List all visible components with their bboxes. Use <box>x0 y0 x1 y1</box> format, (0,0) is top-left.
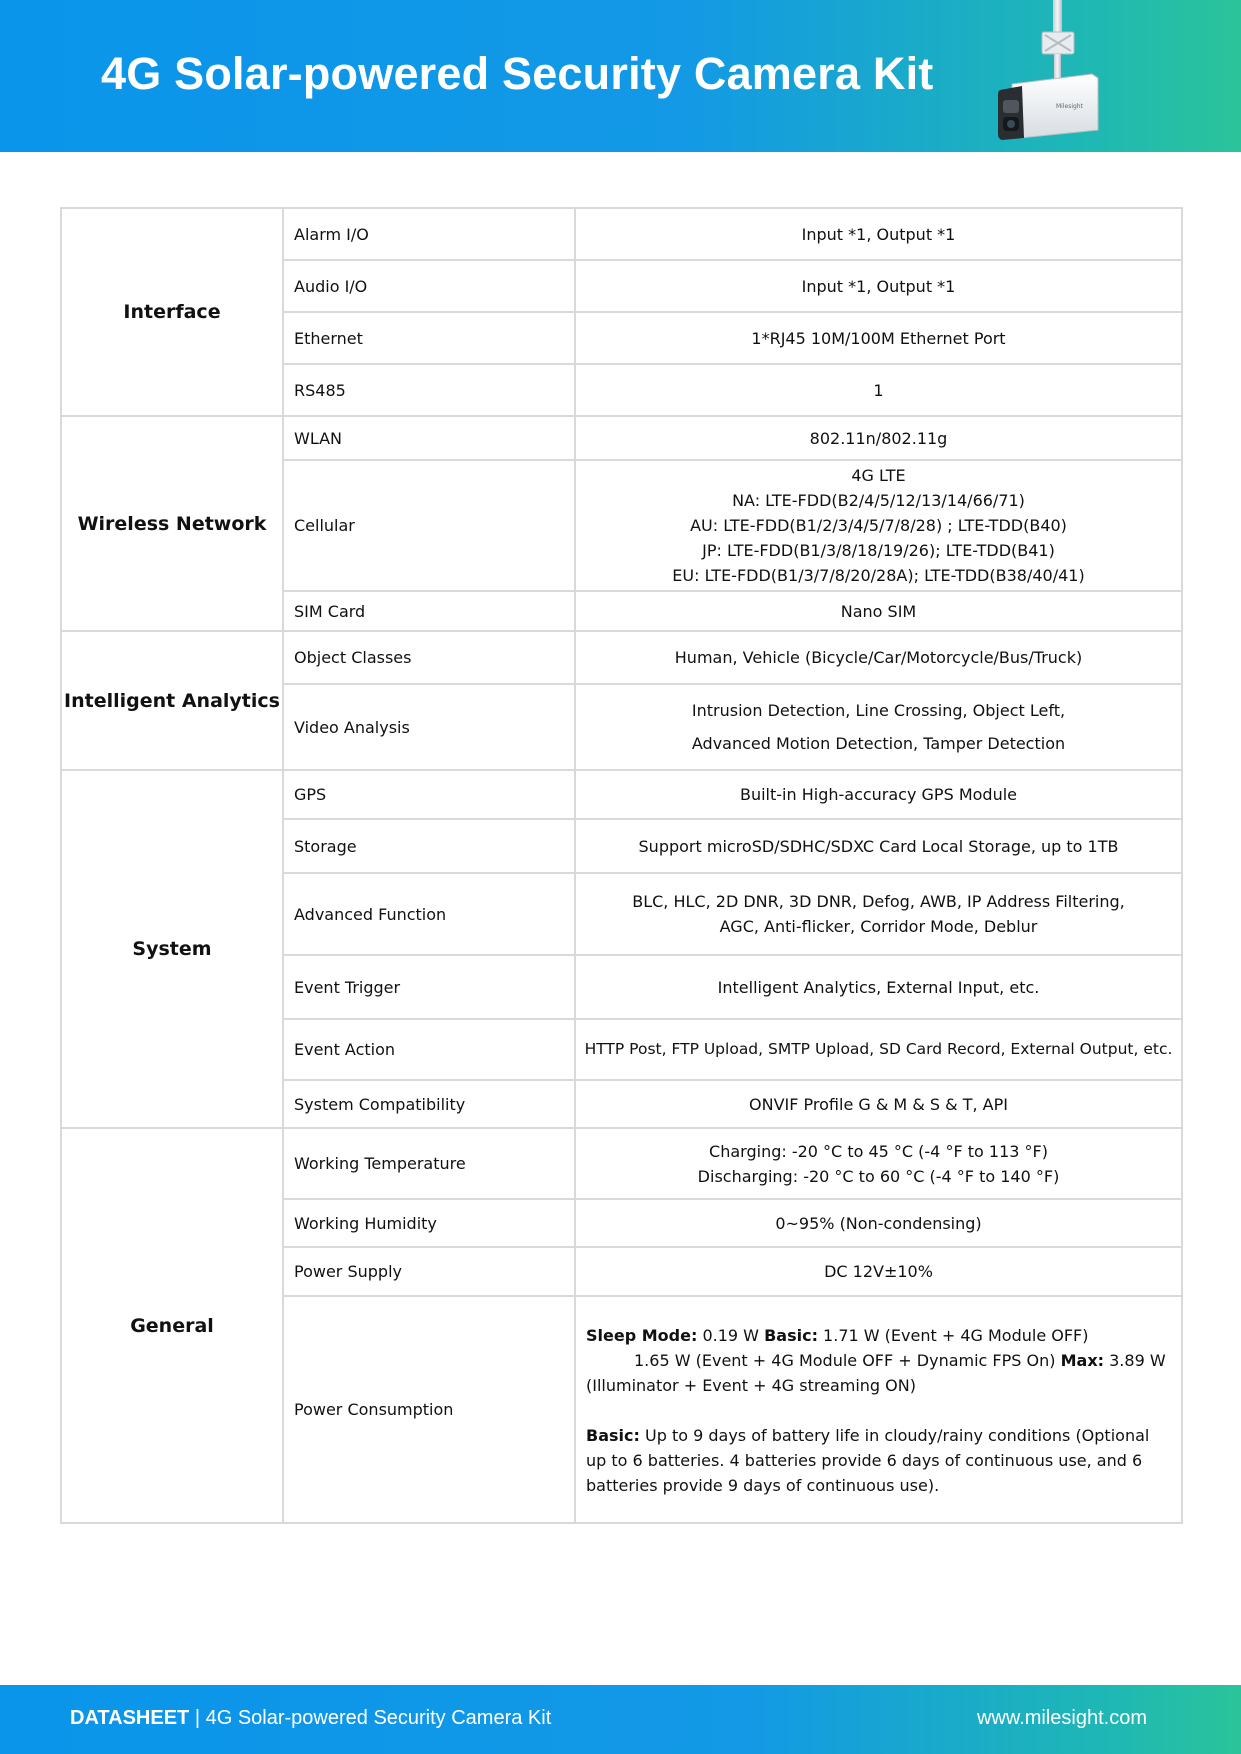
param-label: Ethernet <box>283 312 575 364</box>
video-analysis-value <box>575 684 1182 770</box>
power-consumption-value <box>575 1296 1182 1523</box>
basic-value: 1.71 W (Event + 4G Module OFF) <box>817 1326 1089 1345</box>
param-value: Input *1, Output *1 <box>575 208 1182 260</box>
value-line: Intrusion Detection, Line Crossing, Object Left, <box>691 701 1066 720</box>
category-wireless-network: Wireless Network <box>61 416 283 631</box>
param-label: Audio I/O <box>283 260 575 312</box>
param-label: WLAN <box>283 416 575 460</box>
param-value: Nano SIM <box>575 591 1182 631</box>
param-label: Working Temperature <box>283 1128 575 1199</box>
param-label: Storage <box>283 819 575 873</box>
param-label: Video Analysis <box>283 684 575 770</box>
param-label: Alarm I/O <box>283 208 575 260</box>
param-value: 1 <box>575 364 1182 416</box>
basic-label: Basic: <box>764 1326 818 1345</box>
param-label: Power Consumption <box>283 1296 575 1523</box>
category-general: General <box>61 1128 283 1523</box>
param-value: HTTP Post, FTP Upload, SMTP Upload, SD Card Record, External Output, etc. <box>575 1019 1182 1080</box>
category-system: System <box>61 770 283 1128</box>
param-label: SIM Card <box>283 591 575 631</box>
value-line: BLC, HLC, 2D DNR, 3D DNR, Defog, AWB, IP Address Filtering, <box>632 892 1125 911</box>
param-label: Advanced Function <box>283 873 575 955</box>
param-value: Built-in High-accuracy GPS Module <box>575 770 1182 819</box>
param-value: Human, Vehicle (Bicycle/Car/Motorcycle/Bus/Truck) <box>575 631 1182 684</box>
param-value: Intelligent Analytics, External Input, etc. <box>575 955 1182 1019</box>
param-label: Working Humidity <box>283 1199 575 1247</box>
footer-doc-label <box>70 1707 551 1730</box>
cellular-line: NA: LTE-FDD(B2/4/5/12/13/14/66/71) <box>732 491 1025 510</box>
param-value: Input *1, Output *1 <box>575 260 1182 312</box>
advanced-function-value <box>575 873 1182 955</box>
sleep-mode-value: 0.19 W <box>697 1326 759 1345</box>
param-value: 802.11n/802.11g <box>575 416 1182 460</box>
param-value: ONVIF Profile G & M & S & T, API <box>575 1080 1182 1128</box>
cellular-line: AU: LTE-FDD(B1/2/3/4/5/7/8/28) ; LTE-TDD(B40) <box>690 516 1067 535</box>
basic-line <box>764 1326 1088 1345</box>
table-row <box>61 770 1182 819</box>
battery-basic-label: Basic: <box>586 1426 640 1445</box>
camera-brand-logo: Milesight <box>1056 103 1083 110</box>
param-value: 1*RJ45 10M/100M Ethernet Port <box>575 312 1182 364</box>
footer-product: 4G Solar-powered Security Camera Kit <box>205 1707 552 1729</box>
value-line: Advanced Motion Detection, Tamper Detection <box>691 734 1066 753</box>
sleep-mode-label: Sleep Mode: <box>586 1326 698 1345</box>
param-label: Power Supply <box>283 1247 575 1296</box>
value-line: Discharging: -20 °C to 60 °C (-4 °F to 140 °F) <box>697 1166 1060 1186</box>
battery-note: (Optional up to 6 batteries. 4 batteries provide 6 days of continuous use, and 6 batteries provide 9 days of continuous use). <box>586 1426 1150 1495</box>
param-label: System Compatibility <box>283 1080 575 1128</box>
battery-life-line: Up to 9 days of battery life in cloudy/rainy conditions <box>644 1426 1071 1445</box>
cellular-line: JP: LTE-FDD(B1/3/8/18/19/26); LTE-TDD(B41) <box>702 541 1055 560</box>
param-label: GPS <box>283 770 575 819</box>
footer-doc-type: DATASHEET <box>70 1707 190 1729</box>
param-label: Event Trigger <box>283 955 575 1019</box>
footer-separator: | <box>189 1707 206 1729</box>
page-header <box>0 0 1241 152</box>
value-line: Charging: -20 °C to 45 °C (-4 °F to 113 °F) <box>709 1141 1048 1161</box>
category-interface: Interface <box>61 208 283 416</box>
table-row <box>61 631 1182 684</box>
table-row <box>61 208 1182 260</box>
cellular-line: EU: LTE-FDD(B1/3/7/8/20/28A); LTE-TDD(B38/40/41) <box>672 566 1085 585</box>
camera-product-image <box>990 0 1110 145</box>
table-row <box>61 416 1182 460</box>
value-line: AGC, Anti-flicker, Corridor Mode, Deblur <box>719 917 1038 936</box>
basic-line-2: 1.65 W (Event + 4G Module OFF + Dynamic FPS On) <box>634 1351 1056 1370</box>
sleep-mode-line <box>586 1326 759 1345</box>
working-temperature-value <box>575 1128 1182 1199</box>
max-label: Max: <box>1060 1351 1105 1370</box>
param-value: Support microSD/SDHC/SDXC Card Local Storage, up to 1TB <box>575 819 1182 873</box>
param-label: Event Action <box>283 1019 575 1080</box>
cellular-bands <box>575 460 1182 591</box>
footer-website-link[interactable]: www.milesight.com <box>976 1707 1147 1729</box>
param-label: RS485 <box>283 364 575 416</box>
max-value: 3.89 W (Illuminator + Event + 4G streaming ON) <box>586 1351 1166 1395</box>
page-title: 4G Solar-powered Security Camera Kit <box>101 48 934 99</box>
spec-table <box>60 207 1183 1524</box>
param-value: DC 12V±10% <box>575 1247 1182 1296</box>
param-label: Cellular <box>283 460 575 591</box>
category-intelligent-analytics: Intelligent Analytics <box>61 631 283 770</box>
cellular-line: 4G LTE <box>851 466 906 485</box>
param-label: Object Classes <box>283 631 575 684</box>
param-value: 0~95% (Non-condensing) <box>575 1199 1182 1247</box>
table-row <box>61 1128 1182 1199</box>
page-footer <box>0 1685 1241 1754</box>
